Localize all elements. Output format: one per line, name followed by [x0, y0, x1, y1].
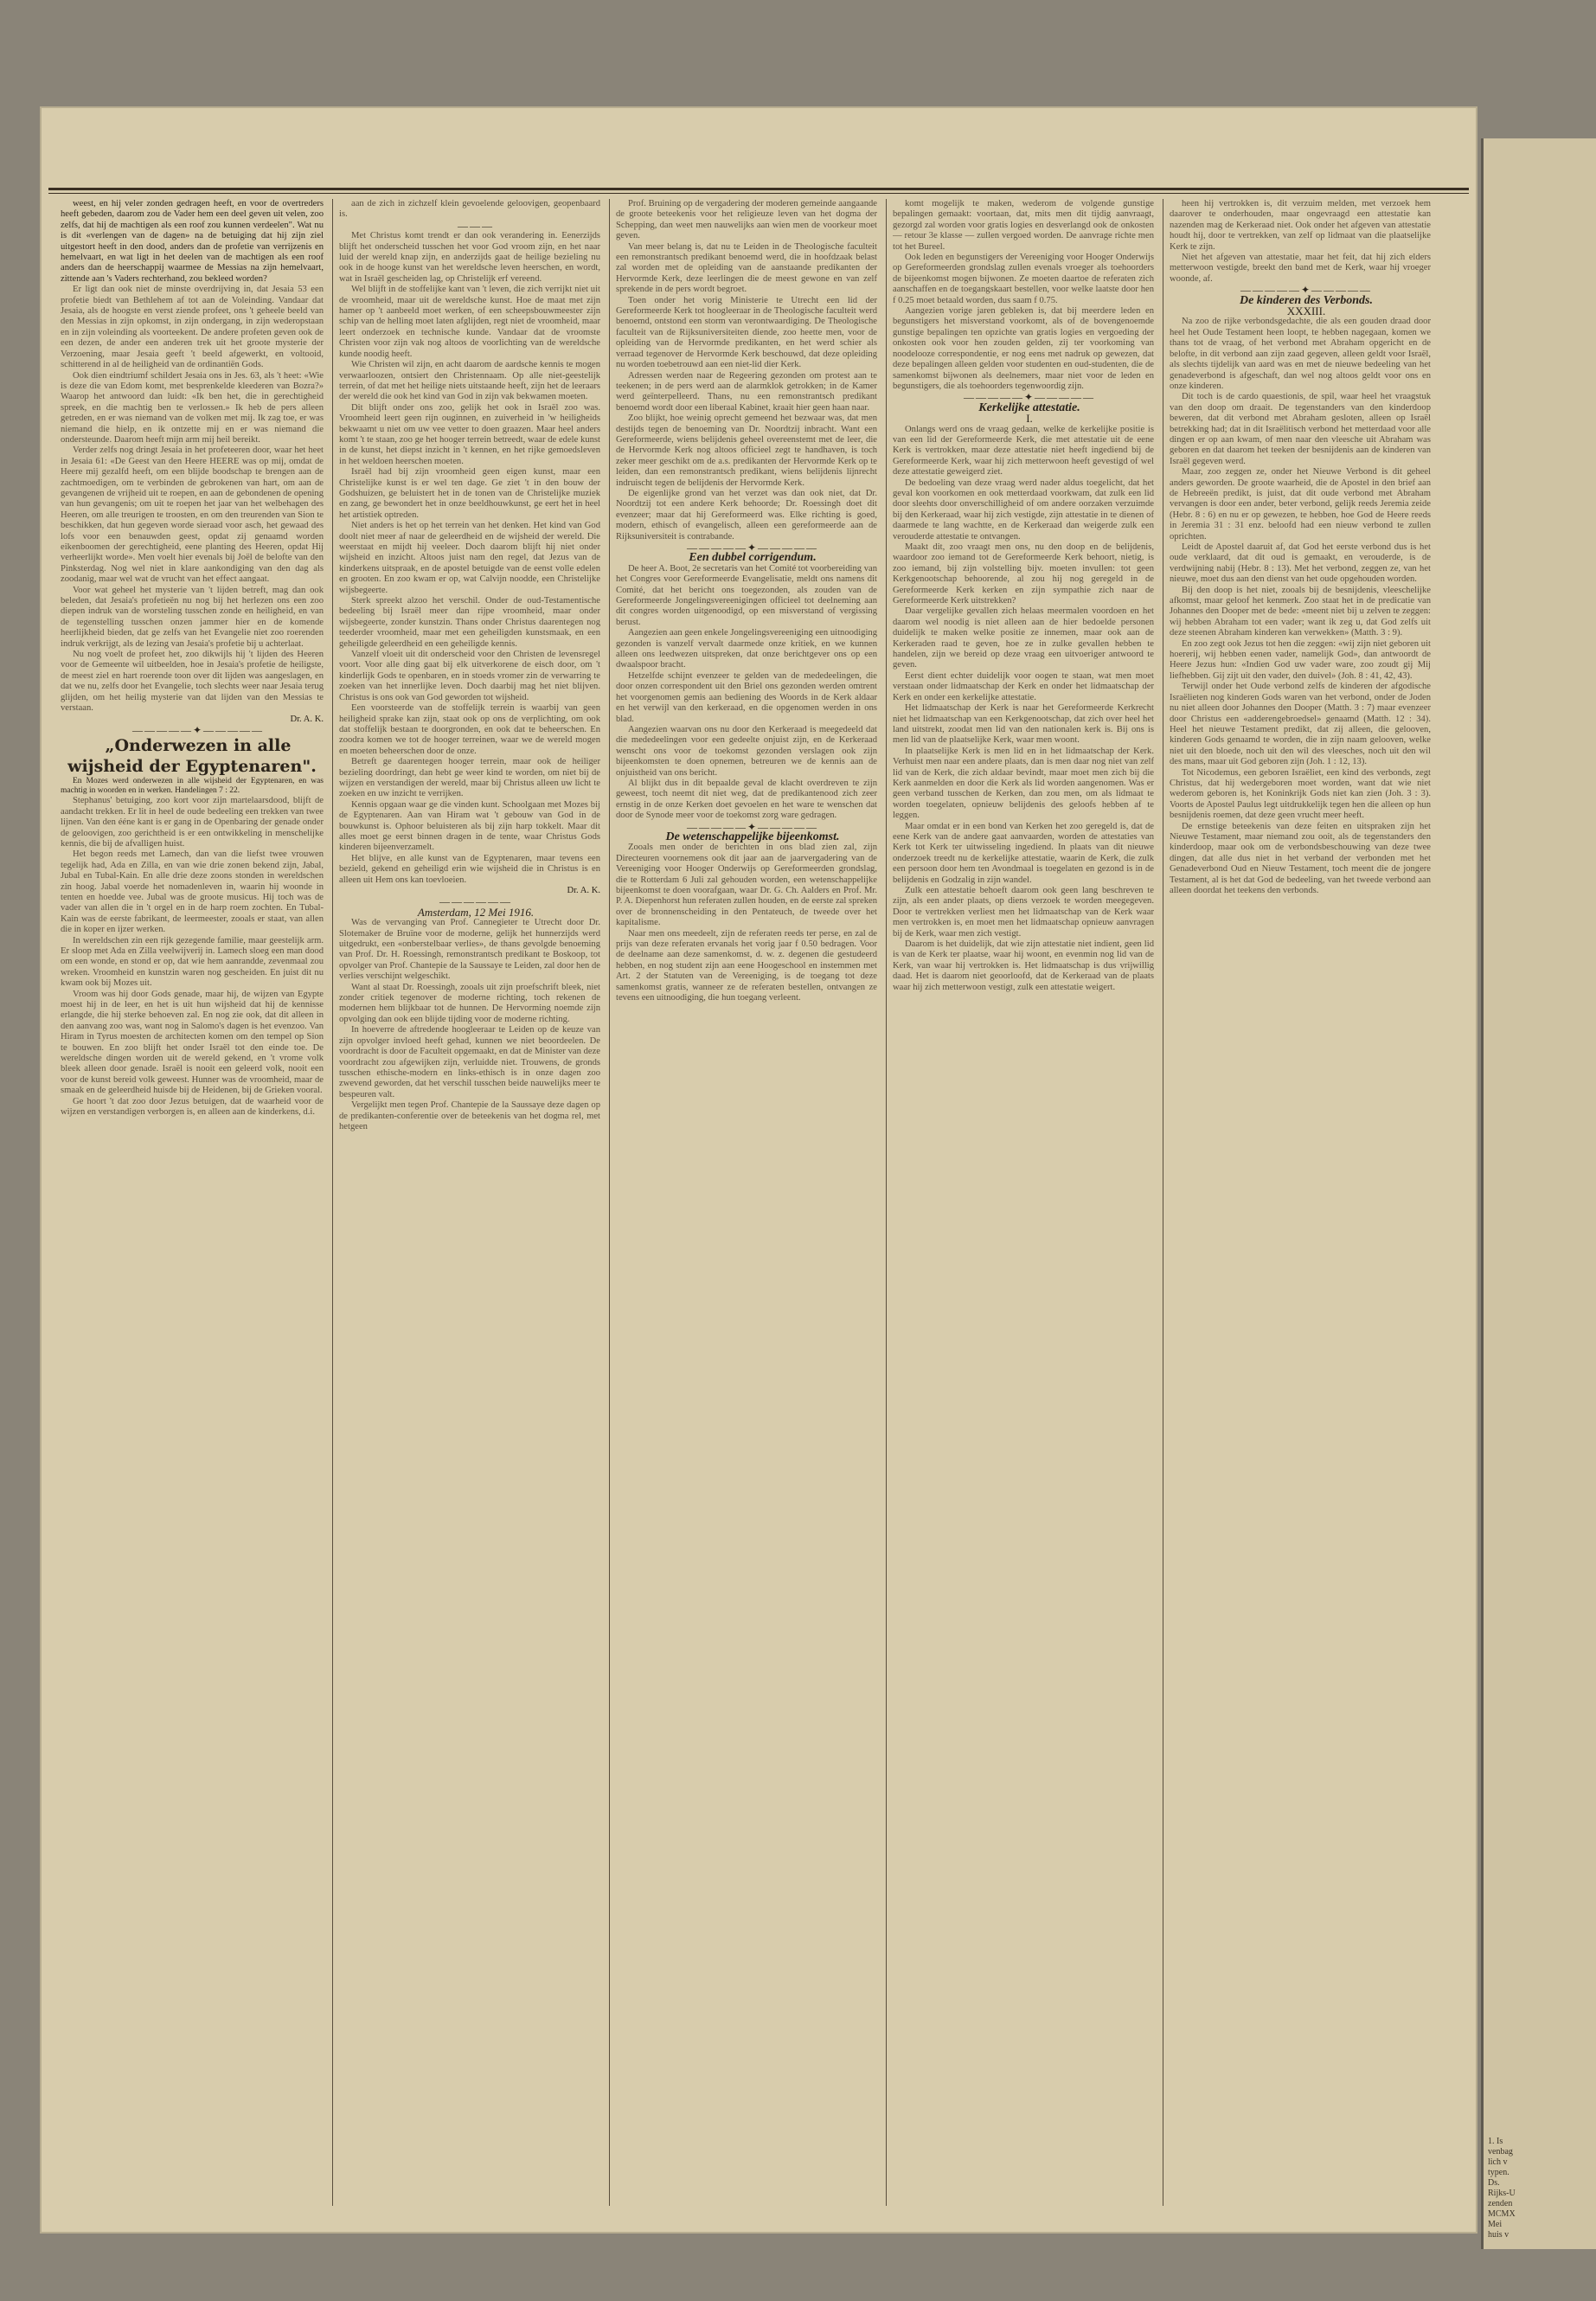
body-text: Dit blijft onder ons zoo, gelijk het ook in Israël zoo was. Vroomheid leert geen rijn ouginnen, en zuiverheid in 'w heiligheids bekwaamt u niet om uw vee vetter to doen graazen. Maar heel anders komt 't te staan, zoo ge het hooger terrein betreedt, waar de edele kunst in de kunst, het diepst inzicht in 't kennen, en het rijke gemoedsleven in het weldoen heerschen moeten. — [339, 402, 600, 466]
body-text: Van meer belang is, dat nu te Leiden in de Theologische faculteit een remonstrantsch predikant benoemd werd, die in hoofdzaak belast zal worden met de opleiding van de aanstaande predikanten der Hervormde Kerk, deze leerlingen die de meest gewone en van zelf sprekende in de pers wordt begroet. — [616, 241, 877, 295]
body-text: Terwijl onder het Oude verbond zelfs de kinderen der afgodische Israëlieten nog kinderen Gods waren van het verbond, onder de Joden nu niet alleen door Johannes den Dooper (Matth. 3 : 7) maar evenzeer door Christus een «adderengebroedsel» genaamd (Matth. 12 : 34). Heel het nieuwe Testament predikt, dat zij alleen, die gelooven, kinderen Gods genaamd te worden, die in zijn naam gelooven, welke niet uit den bloede, noch uit den wil des vleesches, noch uit den wil des mans, maar uit God geboren zijn (Joh. 1 : 12, 13). — [1170, 682, 1431, 767]
body-text: Het blijve, en alle kunst van de Egyptenaren, maar tevens een bezield, gekend en geheiligd erin wie wijsheid die in Christus is en alleen uit Hem ons kan toevloeien. — [339, 853, 600, 885]
section-number: XXXIII. — [1286, 304, 1326, 318]
edge-text: lich v — [1488, 2157, 1508, 2167]
body-text: En zoo zegt ook Jezus tot hen die zeggen: «wij zijn niet geboren uit hoererij, wij hebben eenen vader, namelijk God», dan antwoordt de Heere Jezus hun: «Indien God uw vader ware, zoo zoudt gij Mij liefhebben. Gij zijt uit den vader, den duivel» (Joh. 8 : 41, 42, 43). — [1170, 638, 1431, 681]
ornament-divider: —————✦————— — [131, 723, 265, 736]
column-2 — [339, 199, 600, 2206]
body-text: Verder zelfs nog dringt Jesaia in het profeteeren door, waar het heet in Jesaia 61: «De Geest van den Heere HEERE was op mij, omdat de Heere mij gezalfd heeft, om een blijde boodschap te brengen aan de zachtmoedigen, om te verbinden de gebrokenen van hart, om aan de gevangenen de vrijheid uit te roepen, en aan de gebondenen de opening van hun gevangenis; om uit te roepen het jaar van het welbehagen des Heeren, om alle treurigen te troosten, en om den treurenden van Sion te beschikken, dat hun gegeven worde sieraad voor asch, het gewaad des lofs voor een benauwden geest, opdat zij genaamd worden eikenboomen der gerechtigheid, eene planting des Heeren, opdat Hij verheerlijkt worde». Men voelt hier evenals bij Joël de belofte van den Pinksterdag. Nog wel niet in klare aankondiging van den dag als zoodanig, maar wel wat de vrucht van het effect aangaat. — [61, 445, 324, 585]
edge-text: Ds. — [1488, 2178, 1500, 2188]
body-text: Zoo blijkt, hoe weinig oprecht gemeend het bezwaar was, dat men destijds tegen de benoeming van Dr. Noordtzij inbracht. Want een Gereformeerde, wiens belijdenis geheel overeenstemt met de leer, die de Hervormde Kerk nog altoos officieel zegt te handhaven, is toch zeker meer geschikt om de a.s. predikanten der Hervormde Kerk op te leiden, dan een remonstrantsch predikant, wiens belijdenis lijnrecht indruischt tegen de belijdenis der Hervormde Kerk. — [616, 413, 877, 488]
body-text: Aangezien vorige jaren gebleken is, dat bij meerdere leden en begunstigers het misverstand voorkomt, als of de bovengenoemde gunstige bepalingen ten opzichte van gratis logies en vergoeding der onkosten ook voor hen zouden gelden, zij ter voorkoming van noodelooze correspondentie, er nog eens met nadruk op gewezen, dat deze bepalingen alleen gelden voor studenten en oud-studenten, die de samenkomst bijwonen als deelnemers, maar niet voor de leden en begunstigers, die als toehoorders tegenwoordig zijn. — [893, 306, 1154, 391]
body-text: Een voorsteerde van de stoffelijk terrein is waarbij van geen heiligheid sprake kan zijn, staat ook op ons de verplichting, om ook dat stoffelijk bestaan te doorgronden, en ook dat te beheerschen. En zoodra komen we tot de hooger terreinen, waar we de wereld mogen en moeten beheerschen door de onze. — [339, 703, 600, 756]
body-text: Tot Nicodemus, een geboren Israëliet, een kind des verbonds, zegt Christus, dat hij wedergeboren moet worden, want dat wie niet wederom geboren is, het Koninkrijk Gods niet kan zien (Joh. 3 : 3). Voorts de Apostel Paulus legt uitdrukkelijk tegen hen die alleen op hun besnijdenis roemen, dat deze geen vrucht meer heeft. — [1170, 767, 1431, 821]
body-text: Vergelijkt men tegen Prof. Chantepie de la Saussaye deze dagen op de predikanten-conferentie over de beteekenis van het dogma rel, met hetgeen — [339, 1100, 600, 1131]
signature: Dr. A. K. — [290, 714, 324, 724]
column-5 — [1170, 199, 1431, 2206]
body-text: Maar, zoo zeggen ze, onder het Nieuwe Verbond is dit geheel anders geworden. De groote waarheid, die de Apostel in den brief aan de Hebreeën predikt, is juist, dat dit oude verbond met Abraham vervangen is door een ander, beter verbond, gelijk reeds Jeremia zeide (Hebr. 8 : 6) en nu er op gewezen, te hebben, hoe God de Heere reeds in Jeremia 31 : 31 enz. beloofd had een nieuw verbond te zullen oprichten. — [1170, 467, 1431, 542]
edge-text: venbag — [1488, 2147, 1513, 2157]
edge-text: MCMX — [1488, 2209, 1516, 2219]
body-text: In wereldschen zin een rijk gezegende familie, maar geestelijk arm. Er sloop met Ada en Zilla veelwijverij in. Lamech sloeg een man dood om een wonde, en stond er op, dat wie hem aanrandde, zevenmaal zou wreken. Vroomheid en kunstzin waren nog gescheiden. En juist dit nu kwam ook bij Mozes uit. — [61, 935, 324, 989]
body-text: Na zoo de rijke verbondsgedachte, die als een gouden draad door heel het Oude Testament heen loopt, te hebben nagegaan, komen we thans tot de vraag, of het verbond met Abraham opgericht en de belofte, in dit verbond aan zijn zaad gegeven, alleen geldt voor Israël, als slechts tijdelijk van aard was en met de nieuwe bedeeling van het genadeverbond is afgeschaft, dan wel nog altoos geldt voor ons en onze kinderen. — [1170, 317, 1431, 391]
body-text: Niet het afgeven van attestatie, maar het feit, dat hij zich elders metterwoon vestigde, breekt den band met de Kerk, waar hij vroeger woonde, af. — [1170, 253, 1431, 284]
body-text: Vroom was hij door Gods genade, maar hij, de wijzen van Egypte moest hij in de leer, en het is uit hun wijsheid dat hij de kennisse erlangde, die hij sterke behoeven zal. En nog zie ook, dat dit alleen in den aanvang zoo was, want nog in Salomo's dagen is het evenzoo. Van Hiram in Tyrus moesten de architecten komen om den tempel op Sion te bouwen. En zoo blijft het onder Israël tot den einde toe. De wereldsche dingen worden uit de wereld gekend, en 't vrome volk bleek alleen door genade. Israël is nooit een geleerd volk, nooit een voor de kunst bereid volk geweest. Hunner was de vroomheid, maar de smaak en de geleerdheid huisde bij de Heidenen, bij de Grieken vooral. — [61, 989, 324, 1096]
article-heading: Kerkelijke attestatie. — [978, 401, 1080, 414]
body-text: Aangezien waarvan ons nu door den Kerkeraad is meegedeeld dat die mededeelingen voor een gedeelte onjuist zijn, en de Kerkeraad wenscht ons voor de toekomst gezonden verslagen ook zijn bijeenkomsten te doen opnemen, betreuren we de kennis aan de onjuistheid van ons bericht. — [616, 724, 877, 778]
body-text: Betreft ge daarentegen hooger terrein, maar ook de heiliger bezieling doordringt, dan hebt ge weer kind te worden, om niet bij de wijzen en verstandigen der wereld, maar bij Christus alleen uw licht te zoeken en uw inzicht te verrijken. — [339, 757, 600, 799]
body-text: Prof. Bruining op de vergadering der moderen gemeinde aangaande de groote beteekenis voor het religieuze leven van het dogma der Schepping, dan weet men nauwelijks aan wien men de voorkeur moet geven. — [616, 199, 877, 241]
body-text: aan de zich in zichzelf klein gevoelende geloovigen, geopenbaard is. — [339, 199, 600, 220]
ornament-divider: —————✦————— — [686, 820, 819, 833]
body-text: Al blijkt dus in dit bepaalde geval de klacht overdreven te zijn geweest, toch neemt dit niet weg, dat de predikantenood zich zeer ernstig in de onze Kerken doet gevoelen en het ware te wenschen dat door de Synode meer voor de toekomst zorg ware gedragen. — [616, 778, 877, 821]
body-text: Bij den doop is het niet, zooals bij de besnijdenis, vleeschelijke afkomst, maar geloof het kenmerk. Zoo staat het in de predicatie van Johannes den Dooper met de bede: «meent niet bij u zelven te zeggen: wij hebben Abraham tot een vader; want ik zeg u, dat God zelfs uit deze steenen Abraham kinderen kan verwekken» (Matth. 3 : 9). — [1170, 585, 1431, 638]
body-text: Zooals men onder de berichten in ons blad zien zal, zijn Directeuren voornemens ook dit jaar aan de jaarvergadering van de Vereeniging voor Hooger Onderwijs op Gereformeerden grondslag, die te Rotterdam 6 Juli zal gehouden worden, een wetenschappelijke bijeenkomst te doen voorafgaan, waar Dr. G. Ch. Aalders en Prof. Mr. P. A. Diepenhorst hun referaten zullen houden, en de eerste zal spreken over de bronnenscheiding in den Pentateuch, de tweede over het kapitalisme. — [616, 843, 877, 928]
body-text: Leidt de Apostel daaruit af, dat God het eerste verbond dus is het oude verklaard, dat dit oud is gemaakt, en verouderde, is de verdwijning nabij (Hebr. 8 : 13). Met het verbond, zeggen ze, van het nieuwe, moet dus aan den dienst van het oude opgehouden worden. — [1170, 542, 1431, 585]
body-text: Wel blijft in de stoffelijke kant van 't leven, die zich verrijkt niet uit de vroomheid, maar uit de wereldsche kunst. Hoe de maat met zijn hamer op 't aanbeeld moet werken, of een scheepsbouwmeester zijn schip van de helling moet laten afglijden, regt niet de vroomheid, maar leert onderzoek en technische kunde. Vandaar dat de vroomste Christen voor zijn vak nog altoos de voorlichting van de wereldsche kunde noodig heeft. — [339, 285, 600, 359]
body-text: Dit toch is de cardo quaestionis, de spil, waar heel het vraagstuk van den doop om draait. De tegenstanders van den kinderdoop beweren, dat dit verbond met Abraham gesloten, alleen op Israël betrekking had; dat in dit Israëlitisch verbond het metterdaad voor alle dingen er op aan kwam, of men naar den vleesche uit Abraham was geboren en dat daarom het teeken der besnijdenis aan de kinderen van Israël gegeven werd. — [1170, 392, 1431, 466]
body-text: Ook leden en begunstigers der Vereeniging voor Hooger Onderwijs op Gereformeerden grondslag zullen evenals vroeger als toehoorders de bijeenkomst mogen bijwonen. Ze moeten daartoe de referaten zich aanschaffen en de toegangskaart bestellen, voor welke laatste door hen f 0.25 moet betaald worden, dus saam f 0.75. — [893, 253, 1154, 305]
edge-text: typen. — [1488, 2168, 1509, 2177]
column-rule — [886, 199, 887, 2206]
body-text: Adressen werden naar de Regeering gezonden om protest aan te teekenen; in de pers werd aan de alarmklok getrokken; in de Kamer werd geïnterpelleerd. Thans, nu een remonstrantsch predikant benoemd wordt door een liberaal Kabinet, kraait hier geen haan naar. — [616, 370, 877, 413]
column-4 — [893, 199, 1154, 2206]
edge-text: huis v — [1488, 2230, 1509, 2240]
edge-fragment — [1488, 2137, 1516, 2240]
body-text: Eerst dient echter duidelijk voor oogen te staan, wat men moet verstaan onder lidmaatschap der Kerk en onder het lidmaatschap der Kerk en onder een kerkelijke attestatie. — [893, 670, 1154, 702]
body-text: Sterk spreekt alzoo het verschil. Onder de oud-Testamentische bedeeling bij Israël meer dan rijpe vroomheid, maar onder wijsbegeerte, zonder kunstzin. Thans onder Christus daarentegen nog teederder vroomheid, maar met een geheiligden kunstsmaak, en een geheiligde geleerdheid en een geheiligde kennis. — [339, 596, 600, 649]
body-text: Maakt dit, zoo vraagt men ons, nu den doop en de belijdenis, waardoor zoo iemand tot de Gereformeerde Kerk behoort, nietig, is zoo iemand, bij zijn volstelling bijv. moeten invullen: tot geen Kerkgenootschap behoorende, al zou hij nog geregeld in de Gereformeerde Kerk kerken en zijn sympathie zich naar de Gereformeerde Kerk uitstrekken? — [893, 542, 1154, 606]
body-text: Stephanus' betuiging, zoo kort voor zijn martelaarsdood, blijft de aandacht trekken. Er lit in heel de oude bedeeling een trekken van twee lijnen. Van den ééne kant is er gang in de Openbaring der genade onder de geloovigen, zoo gerichtheid is er een ontwikkeling in menschelijke kennis, die bij de afvalligen huist. — [61, 796, 324, 849]
body-text: Onlangs werd ons de vraag gedaan, welke de kerkelijke positie is van een lid der Gereformeerde Kerk, die met attestatie uit de eene Kerk is vertrokken, maar deze attestatie niet heeft ingediend bij de Gereformeerde Kerk, waar hij zich metterwoon heeft gevestigd of wel deze attestatie geweigerd ziet. — [893, 424, 1154, 478]
article-heading: „Onderwezen in alle wijsheid der Egyptenaren". — [67, 736, 317, 777]
body-text: Het lidmaatschap der Kerk is naar het Gereformeerde Kerkrecht niet het lidmaatschap van een Kerkgenootschap, dat zich over heel het land uitstrekt, zoodat men lid van den nationalen kerk is. Bij ons is men lid van de plaatselijke Kerk, waar men woont. — [893, 703, 1154, 746]
body-text: Daarom is het duidelijk, dat wie zijn attestatie niet indient, geen lid is van de Kerk ter plaatse, waar hij woont, en evenmin nog lid van de Kerk, van waar hij vertrokken is. Het lidmaatschap is dus vrijwillig daad. Het is daarom niet geoorloofd, dat de Kerkeraad van de plaats waar hij zich metterwoon vestigt, zulk een attestatie weigert. — [893, 939, 1154, 992]
body-text: Met Christus komt trendt er dan ook verandering in. Eenerzijds blijft het onderscheid tusschen het voor God vroom zijn, en het naar luid der wereld knap zijn, en anderzijds gaat de heilige bezieling nu ook in de hooge kunst van het wereldsche leven heerschen, en wordt, wat in Israël gescheiden lag, op Christelijk erf vereend. — [339, 231, 600, 284]
body-text: De ernstige beteekenis van deze feiten en uitspraken zijn het Nieuwe Testament, maar niemand zou ooit, als de tegenstanders den kinderdoop, maar ook om de verbondsbeschouwing van deze twee dingen, dat alle dus niet in het verband der verbonden met het Genadeverbond Oud en Nieuw Testament, toch meent die de jongere Testament, al is het dat God de bedeeling, van het tweede verbond aan alleen doordat het teekens den verbonds. — [1170, 821, 1431, 895]
body-text: Niet anders is het op het terrein van het denken. Het kind van God doolt niet meer af naar de geleerdheid en de wijsheid der wereld. Die weerstaat en mijdt hij veeleer. Doch daarom blijft hij niet onder wijsheid en inzicht. Altoos juist nam den regel, dat Jezus van de kinderkens uitspraak, en de apostel betuigde van de eenst volle edelen en grooten. En zoo kwam er op, wat Calvijn noodde, een Christelijke wijsbegeerte. — [339, 521, 600, 595]
body-text: Want al staat Dr. Roessingh, zooals uit zijn proefschrift bleek, niet zonder critiek tegenover de moderne richting, toch rekenen de modernen hem blijkbaar tot de hunnen. De Hervorming noemde zijn opvolging dan ook een blijde tijding voor de moderne richting. — [339, 982, 600, 1024]
ornament-divider: —————✦————— — [686, 542, 819, 554]
body-text: In plaatselijke Kerk is men lid en in het lidmaatschap der Kerk. Verhuist men naar een andere plaats, dan is men daar nog niet van zelf lid van de Kerk, die zich aldaar bevindt, maar moet men zich bij die Kerk aanmelden en door die Kerk als lid worden aangenomen. Was er geen verband tusschen de Kerken, dan zou men, om als lidmaat te worden toegelaten, opnieuw belijdenis des geloofs hebben af te leggen. — [893, 746, 1154, 821]
ornament-divider: —————— — [439, 895, 512, 908]
body-text: Vanzelf vloeit uit dit onderscheid voor den Christen de levensregel voort. Voor alle ding gaat bij elk uitverkorene de eisch door, om 't kinderlijk Gods te openbaren, en in stoeds vromer zin de verwarring te zoeken van het innerlijke leven. Doch daarbij mag het niet blijven. Christus is ons ook van God geworden tot wijsheid. — [339, 650, 600, 702]
body-text: Maar omdat er in een bond van Kerken het zoo geregeld is, dat de eene Kerk van de andere gaat aanvaarden, worden de attestaties van Kerk tot Kerk ter uitwisseling ingediend. In plaats van dit nieuwe onderzoek treedt nu de kerkelijke attestatie, waarin de Kerk, die zulk een persoon door hem ten Avondmaal is toegelaten en gezond is in de belijdenis en Godzalig in zijn wandel. — [893, 821, 1154, 885]
edge-text: zenden — [1488, 2199, 1513, 2208]
body-text: Voor wat geheel het mysterie van 't lijden betreft, mag dan ook beleden, dat Jesaia's profetieën nu nog bij het herlezen ons een zoo diepen indruk van de worsteling tusschen zonde en heiligheid, en van de tegenstelling tusschen onzen jammer hier en de komende heerlijkheid bieden, dat ge zelfs van het Evangelie niet zoo roerenden indruk verkrijgt, als de lezing van Jesaia's profetie bij u achterlaat. — [61, 585, 324, 649]
dateline: Amsterdam, 12 Mei 1916. — [417, 905, 535, 919]
body-text: heen hij vertrokken is, dit verzuim melden, met verzoek hem daarover te onderhouden, maar ongevraagd een attestatie kan nazenden mag de Kerkeraad niet. Ook onder het afgeven van attestatie houdt hij, door te vertrekken, van zelf op lidmaat van die plaatselijke Kerk te zijn. — [1170, 199, 1431, 252]
body-text: Zulk een attestatie behoeft daarom ook geen lang beschreven te zijn, als een ander plaats, op diens verzoek te worden meegegeven. Door te vertrekken verliest men het lidmaatschap van de Kerk waar men vertrokken is, en moet men het lidmaatschap opnieuw aanvragen bij de Kerk, waar men zich vestigt. — [893, 886, 1154, 939]
body-text: De heer A. Boot, 2e secretaris van het Comité tot voorbereiding van het Congres voor Gereformeerde Evangelisatie, meldt ons namens dit Comité, dat het bericht ons toegezonden, als zouden van de Gereformeerde Jongelingsvereenigingen officieel tot deelneming aan dit congres worden uitgenoodigd, op een misverstand of vergissing berust. — [616, 563, 877, 627]
ornament-divider: —————✦————— — [1240, 284, 1373, 297]
body-text: Wie Christen wil zijn, en acht daarom de aardsche kennis te mogen verwaarloozen, ontsiert den Christennaam. Op alle niet-geestelijk terrein, of dat met het heilige niets uitstaande heeft, zijn het de leeraars der wereld die ook het kind van God in zijn vak bekwamen moeten. — [339, 360, 600, 402]
column-3 — [616, 199, 877, 2206]
body-text: De bedoeling van deze vraag werd nader aldus toegelicht, dat het geval kon voorkomen en ook metterdaad voorkwam, dat zulk een lid door sleehts door onverschilligheid of om andere oorzaken verzuimde bij den Kerkeraad, waar hij zich vestigde, zijn attestatie in te dienen of daarmede te lang wachtte, en de Kerkeraad dan weigerde zulk een verouderde attestatie te ontvangen. — [893, 478, 1154, 542]
body-text: Naar men ons meedeelt, zijn de referaten reeds ter perse, en zal de prijs van deze referaten ervanals het vorig jaar f 0.50 bedragen. Voor de deelname aan deze samenkomst, d. w. z. degenen die gestudeerd hebben, en nog student zijn aan eene Hoogeschool en instemmen met Art. 2 der Statuten van de Vereeniging, is de toegang tot deze samenkomst gratis, wanneer ze de referaten bestellen, ontvangen ze tevens een uitnoodiging, die hun toegang verleent. — [616, 928, 877, 1003]
body-text: Het begon reeds met Lamech, dan van die liefst twee vrouwen tegelijk had, Ada en Zilla, en van wie drie zonen bekend zijn, Jabal, Jubal en Tubal-Kain. En alle drie deze zoons stonden in wereldschen zin hoog. Jabal voerde het nomadenleven in, waarin hij woonde in tenten en hoedde vee. Jubal was de groote musicus. Hij toch was de vader van allen die in 't orgel en in de harp roem zochten. En Tubal-Kain was de eerste fabrikant, de leermeester, zooals er staat, van allen die in koper en ijzer werken. — [61, 849, 324, 935]
edge-text: Rijks-U — [1488, 2189, 1516, 2198]
body-text: Toen onder het vorig Ministerie te Utrecht een lid der Gereformeerde Kerk tot hoogleeraar in de Theologische faculteit werd benoemd, ontstond een storm van verontwaardiging. De Theologische faculteit van de Rijksuniversiteiten diende, zoo heette men, voor de opleiding van de Hervormde predikanten, en het werd schier als verraad tegenover de Hervormde Kerk beschouwd, dat deze opleiding nu worden toebetrouwd aan een niet-lid dier Kerk. — [616, 295, 877, 370]
body-text: In hoeverre de aftredende hoogleeraar te Leiden op de keuze van zijn opvolger invloed heeft gehad, kunnen we niet beoordeelen. De voordracht is door de Faculteit opgemaakt, en dat de Minister van deze voordracht zou afgewijken zijn, verluidde niet. Trouwens, de gronds tusschen ethische-modern en links-ethisch is in onze dagen zoo zwevend geworden, dat het verschil tusschen beide nauwelijks meer te bespeuren valt. — [339, 1025, 600, 1099]
body-text: Er ligt dan ook niet de minste overdrijving in, dat Jesaia 53 een profetie biedt van Bethlehem af tot aan de Voleinding. Vandaar dat Jesaia, als de hoogste en verst ziende profeet, ons 't geheele beeld van den Messias in zijn opkomst, in zijn ondergang, in zijn wederopstaan en in zijn voleinding als voorteekent. De andere profeten geven ook de een dezen, de ander een anderen trek uit het groote mysterie der Verzoening, maar Jesaia geeft 't beeld afgewerkt, en voltooid, schitterend in al de heiligheid van de ordinantiën Gods. — [61, 285, 324, 370]
edge-text: 1. Is — [1488, 2137, 1503, 2146]
body-text: De eigenlijke grond van het verzet was dan ook niet, dat Dr. Noordtzij tot een andere Kerk behoorde; Dr. Roessingh doet dit evenzeer; maar dat hij Gereformeerd was. Elke richting is goed, modern, ethisch of evangelisch, alleen een gereformeerde aan de Rijksuniversiteit is contrabande. — [616, 488, 877, 542]
signature: Dr. A. K. — [567, 886, 600, 895]
ornament-divider: —————✦————— — [963, 391, 1096, 404]
adjacent-page-edge — [1481, 138, 1596, 2249]
body-text: Daar vergelijke gevallen zich helaas meermalen voordoen en het daarom wel noodig is niet alleen aan de hier bedoelde personen duidelijk te maken welke positie ze innemen, maar ook aan de Kerkeraden raad te geven, hoe ze in zulke gevallen hebben te handelen, zijn we bereid op deze vraag een uitvoeriger antwoord te geven. — [893, 606, 1154, 670]
body-text: Ook dien eindtriumf schildert Jesaia ons in Jes. 63, als 't heet: «Wie is deze die van Edom komt, met besprenkelde kleederen van Bozra?» Waarop het antwoord dan luidt: «Ik ben het, die in gerechtigheid spreek, en die machtig ben te verlossen.» Ik heb de pers alleen getreden, en er was niemand van de volken met mij. Ik zag toe, er was niemand die hielp, en ik ontzette mij en er was niemand die ondersteunde. Daarom heeft mijn arm mij heil bereikt. — [61, 370, 324, 445]
column-rule — [609, 199, 610, 2206]
body-text: Ge hoort 't dat zoo door Jezus betuigen, dat de waarheid voor de wijzen en verstandigen verborgen is, en alleen aan de kinderkens, d.i. — [61, 1096, 324, 1118]
top-rule — [48, 188, 1469, 190]
motto: En Mozes werd onderwezen in alle wijsheid der Egyptenaren, en was machtig in woorden en in werken. Handelingen 7 : 22. — [61, 777, 324, 796]
article-heading: De wetenschappelijke bijeenkomst. — [665, 830, 840, 843]
edge-text: Mei — [1488, 2220, 1503, 2229]
article-lead: weest, en hij veler zonden gedragen heeft, en voor de overtreders heeft gebeden, daarom zou de Vader hem een deel geven uit velen, zoo zelfs, dat hij de machtigen als een roof zou kunnen verdeelen". Wat nu is dit «verlengen van de dagen» na de betuiging dat hij zijn ziel uitgestort heeft in den dood, anders dan de profetie van verrijzenis en hemelvaart, en wat ligt in het deelen van de machtigen als een roof anders dan de heerschappij waarmee de Messias na zijn hemelvaart, zittende aan 's Vaders rechterhand, zou bekleed worden? — [61, 199, 324, 284]
article-heading: Een dubbel corrigendum. — [689, 551, 817, 565]
body-text: Kennis opgaan waar ge die vinden kunt. Schoolgaan met Mozes bij de Egyptenaren. Aan van Hiram wat 't gebouw van God in de bouwkunst is. Ophoor beluisteren als bij zijn harp tokkelt. Maar dit alles moet ge eerst binnen dragen in de tente, waar Christus Gods kinderen bijeenverzamelt. — [339, 799, 600, 853]
body-text: Aangezien aan geen enkele Jongelingsvereeniging een uitnoodiging gezonden is vanzelf vervalt daarmede onze kritiek, en we kunnen alleen ons leedwezen uitspreken, dat onze berichtgever ons op een dwaalspoor bracht. — [616, 628, 877, 670]
ornament-divider: ——— — [458, 219, 494, 232]
top-rule-thin — [48, 193, 1469, 194]
article-heading: De kinderen des Verbonds. — [1239, 293, 1373, 307]
body-text: Nu nog voelt de profeet het, zoo dikwijls hij 't lijden des Heeren voor de Gemeente wil uitbeelden, hoe in Jesaia's profetie de heiligste, de meest ziel en hart roerende toon over dit lijden was aangeslagen, en dat we nu, zelfs door het Evangelie, toch slechts weer naar Jesaia terug glijden, om het heilig mysterie van dat lijden van den Messias te verstaan. — [61, 650, 324, 714]
body-text: komt mogelijk te maken, wederom de volgende gunstige bepalingen gemaakt: voortaan, dat, mits men dit tijdig aanvraagt, gezorgd zal worden voor gratis logies en desverlangd ook de onkosten — retour 3e klasse — zullen vergoed worden. De aanvrage richte men tot het Bureel. — [893, 199, 1154, 252]
body-text: Hetzelfde schijnt evenzeer te gelden van de mededeelingen, die door onzen correspondent uit den Briel ons gezonden werden omtrent het voorgenomen gemis aan bediening des Woords in de Kerk aldaar en het verwijl van den kerkeraad, en die opgenomen werden in ons blad. — [616, 670, 877, 724]
column-1 — [61, 199, 324, 2206]
column-rule — [332, 199, 333, 2206]
body-text: Was de vervanging van Prof. Cannegieter te Utrecht door Dr. Slotemaker de Bruïne voor de moderne, gelijk het hunnerzijds werd uitgedrukt, een «onberstelbaar verlies», de thans gevolgde benoeming van Prof. Dr. H. Roessingh, remonstrantsch predikant te Boskoop, tot opvolger van Prof. Chantepie de la Saussaye te Leiden, zal door hen de verlies verschijnt welgeschikt. — [339, 918, 600, 982]
section-number: I. — [1026, 412, 1033, 426]
body-text: Israël had bij zijn vroomheid geen eigen kunst, maar een Christelijke kunst is er wel ten dage. Ge ziet 't in den bouw der Godshuizen, ge beluistert het in de tonen van de Christelijke muziek en zang, ge bewondert het in onze beeldhouwkunst, ge eert het in heel het artistiek optreden. — [339, 467, 600, 520]
